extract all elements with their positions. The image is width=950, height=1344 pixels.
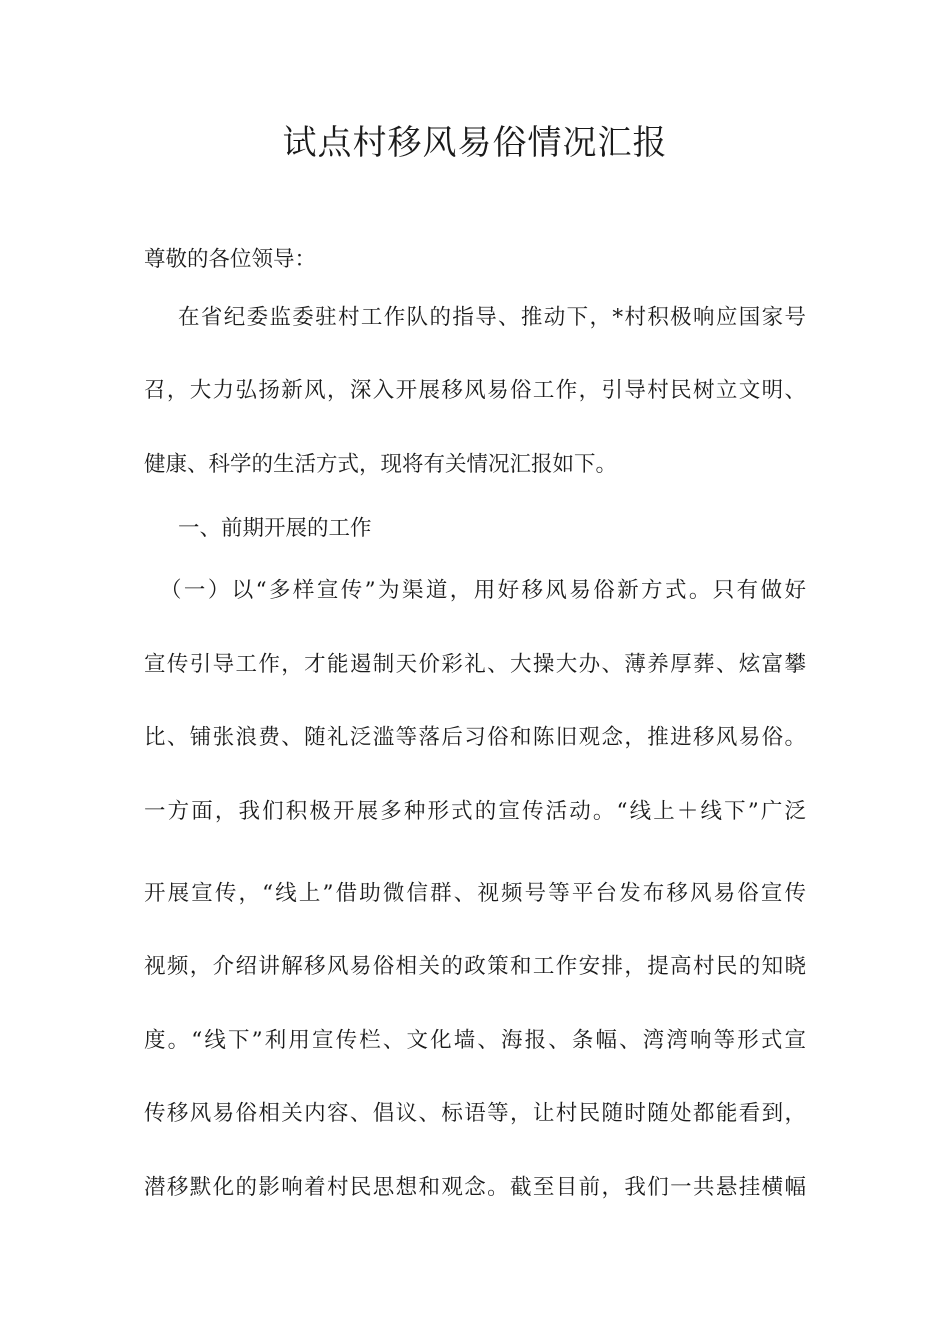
paragraph-2-line-3: 比、铺张浪费、随礼泛滥等落后习俗和陈旧观念，推进移风易俗。: [144, 725, 806, 750]
paragraph-2-line-2: 宣传引导工作，才能遏制天价彩礼、大操大办、薄养厚葬、炫富攀: [144, 652, 806, 677]
paragraph-2-line-4: 一方面，我们积极开展多种形式的宣传活动。“线上＋线下”广泛: [144, 799, 806, 824]
paragraph-1-line-3: 健康、科学的生活方式，现将有关情况汇报如下。: [144, 452, 618, 477]
paragraph-2-line-1: （一）以“多样宣传”为渠道，用好移风易俗新方式。只有做好: [160, 578, 806, 603]
paragraph-2-line-5: 开展宣传，“线上”借助微信群、视频号等平台发布移风易俗宣传: [144, 881, 806, 906]
paragraph-2-line-6: 视频，介绍讲解移风易俗相关的政策和工作安排，提高村民的知晓: [144, 954, 806, 979]
section-1-heading: 一、前期开展的工作: [178, 516, 372, 541]
salutation: 尊敬的各位领导：: [144, 247, 317, 272]
paragraph-2-line-8: 传移风易俗相关内容、倡议、标语等，让村民随时随处都能看到，: [144, 1101, 806, 1126]
paragraph-2-line-7: 度。“线下”利用宣传栏、文化墙、海报、条幅、湾湾响等形式宣: [144, 1028, 806, 1053]
paragraph-1-line-2: 召，大力弘扬新风，深入开展移风易俗工作，引导村民树立文明、: [144, 378, 806, 403]
document-title: 试点村移风易俗情况汇报: [282, 123, 668, 163]
paragraph-2-line-9: 潜移默化的影响着村民思想和观念。截至目前，我们一共悬挂横幅: [144, 1175, 806, 1200]
paragraph-1-line-1: 在省纪委监委驻村工作队的指导、推动下，*村积极响应国家号: [178, 305, 806, 330]
